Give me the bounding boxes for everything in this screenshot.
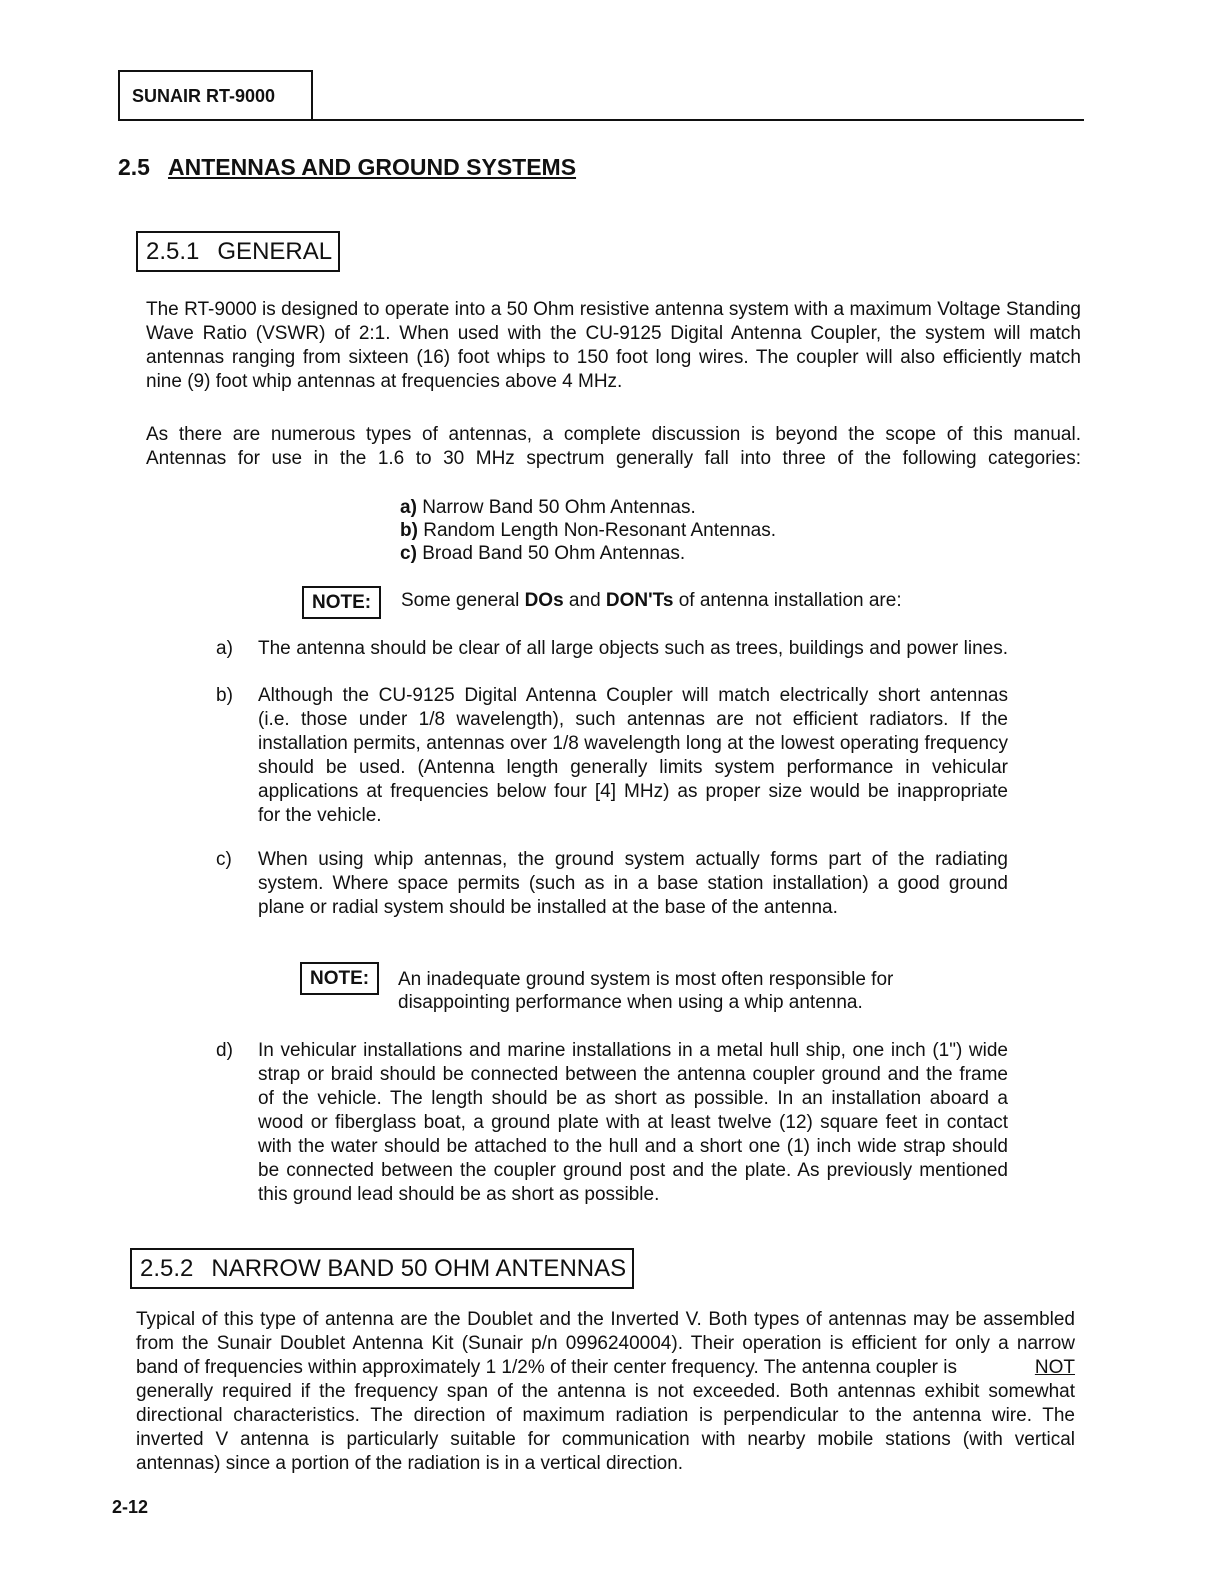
subsection-number: 2.5.1 — [146, 238, 200, 265]
header-product-box — [118, 70, 313, 120]
text-line: The antenna should be clear of all large objects such as trees, buildings and power lines. — [258, 638, 1008, 659]
item-label: a) — [216, 638, 233, 659]
text-line: this ground lead should be as short as possible. — [258, 1184, 660, 1205]
text-line: (i.e. those under 1/8 wavelength), such antennas are not efficient radiators. If the — [258, 709, 1008, 730]
text-line: should be used. (Antenna length generally limits system performance in vehicular — [258, 757, 1008, 778]
subsection-heading-narrow-band — [130, 1248, 634, 1289]
note-badge-2: NOTE: — [300, 962, 379, 995]
text-line: nine (9) foot whip antennas at frequencies above 4 MHz. — [146, 371, 623, 392]
text-line: be connected between the coupler ground post and the plate. As previously mentioned — [258, 1160, 1008, 1181]
text-line: Wave Ratio (VSWR) of 2:1. When used with the CU-9125 Digital Antenna Coupler, the system will match — [146, 323, 1081, 344]
text-line: generally required if the frequency span of the antenna is not exceeded. Both antennas exhibit somewhat — [136, 1381, 1075, 1402]
text-line: When using whip antennas, the ground system actually forms part of the radiating — [258, 849, 1008, 870]
section-heading — [118, 154, 576, 181]
subsection-heading-general — [136, 231, 340, 272]
item-label: c) — [216, 849, 232, 870]
text-line: The RT-9000 is designed to operate into a 50 Ohm resistive antenna system with a maximum Voltage Standing — [146, 299, 1081, 320]
category-item: a) Narrow Band 50 Ohm Antennas. — [400, 497, 696, 518]
text-line: system. Where space permits (such as in a base station installation) a good ground — [258, 873, 1008, 894]
emphasis-not: NOT — [1034, 1357, 1075, 1378]
section-number: 2.5 — [118, 154, 150, 180]
text-line: Typical of this type of antenna are the Doublet and the Inverted V. Both types of antennas may be assembled — [136, 1309, 1075, 1330]
text-line: strap or braid should be connected between the antenna coupler ground and the frame — [258, 1064, 1008, 1085]
subsection-number: 2.5.2 — [140, 1255, 194, 1282]
note-badge: NOTE: — [302, 586, 381, 619]
text-line: As there are numerous types of antennas, a complete discussion is beyond the scope of this manual. — [146, 424, 1081, 445]
text-line: wood or fiberglass boat, a ground plate with at least twelve (12) square feet in contact — [258, 1112, 1008, 1133]
header-product: SUNAIR RT-9000 — [132, 86, 276, 106]
text-line: from the Sunair Doublet Antenna Kit (Sunair p/n 0996240004). Their operation is efficient for only a narrow — [136, 1333, 1075, 1354]
text-line: with the water should be attached to the hull and a short one (1) inch wide strap should — [258, 1136, 1008, 1157]
text-line: applications at frequencies below four [4] MHz) as proper size would be inappropriate — [258, 781, 1008, 802]
page-number: 2-12 — [112, 1497, 149, 1517]
text-line: Antennas for use in the 1.6 to 30 MHz spectrum generally fall into three of the following categories: — [146, 448, 1081, 469]
text-line: of the vehicle. The length should be as short as possible. In an installation aboard a — [258, 1088, 1008, 1109]
text-line: Although the CU-9125 Digital Antenna Coupler will match electrically short antennas — [258, 685, 1008, 706]
text-line: directional characteristics. The direction of maximum radiation is perpendicular to the antenna wire. The — [136, 1405, 1075, 1426]
subsection-title: GENERAL — [217, 238, 333, 265]
text-line: disappointing performance when using a whip antenna. — [398, 992, 863, 1013]
text-line: In vehicular installations and marine installations in a metal hull ship, one inch (1") wide — [258, 1040, 1008, 1061]
item-label: d) — [216, 1040, 233, 1061]
section-title: ANTENNAS AND GROUND SYSTEMS — [167, 154, 577, 180]
text-line: installation permits, antennas over 1/8 wavelength long at the lowest operating frequency — [258, 733, 1008, 754]
subsection-title: NARROW BAND 50 OHM ANTENNAS — [211, 1255, 627, 1282]
text-line: An inadequate ground system is most often responsible for — [398, 969, 894, 990]
text-line: antennas) since a portion of the radiation is in a vertical direction. — [136, 1453, 684, 1474]
text-line: band of frequencies within approximately 1 1/2% of their center frequency. The antenna coupler is NOT — [136, 1357, 1075, 1378]
category-item: c) Broad Band 50 Ohm Antennas. — [400, 543, 686, 564]
header-rule — [118, 119, 1084, 121]
text-line: antennas ranging from sixteen (16) foot whips to 150 foot long wires. The coupler will also efficiently match — [146, 347, 1081, 368]
text-line: inverted V antenna is particularly suitable for communication with nearby mobile stations (with vertical — [136, 1429, 1075, 1450]
item-label: b) — [216, 685, 233, 706]
note-text: Some general DOs and DON'Ts of antenna installation are: — [401, 590, 902, 611]
text-line: for the vehicle. — [258, 805, 382, 826]
text-line: plane or radial system should be installed at the base of the antenna. — [258, 897, 838, 918]
category-item: b) Random Length Non-Resonant Antennas. — [400, 520, 777, 541]
